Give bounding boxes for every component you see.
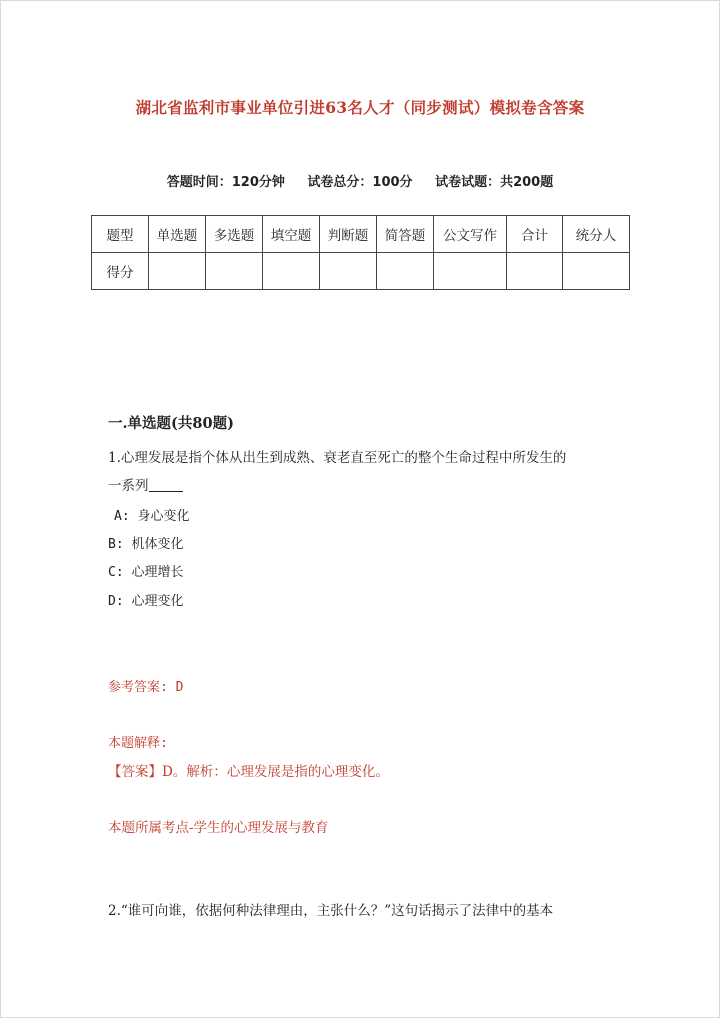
topic-text: 本题所属考点-学生的心理发展与教育 [108, 820, 329, 836]
score-table-header: 多选题 [206, 216, 263, 253]
score-table-header: 公文写作 [434, 216, 507, 253]
score-table-header: 填空题 [263, 216, 320, 253]
score-table-header: 统分人 [563, 216, 630, 253]
exam-question-count: 试卷试题：共200题 [435, 175, 554, 190]
exam-total-score: 试卷总分：100分 [307, 175, 413, 190]
reference-answer: 参考答案: D [108, 680, 184, 695]
exam-time: 答题时间：120分钟 [166, 175, 285, 190]
question-1-line-1: 1.心理发展是指个体从出生到成熟、衰老直至死亡的整个生命过程中所发生的 [108, 450, 567, 466]
question-2-line-1: 2.“谁可向谁，依据何种法律理由，主张什么？”这句话揭示了法律中的基本 [108, 903, 554, 919]
score-cell [434, 253, 507, 290]
score-cell [507, 253, 563, 290]
exam-info [0, 171, 720, 190]
score-table-header: 简答题 [377, 216, 434, 253]
score-table-header: 单选题 [149, 216, 206, 253]
option-b: B: 机体变化 [108, 537, 184, 552]
score-table-header: 合计 [507, 216, 563, 253]
score-table-header-row [92, 216, 630, 253]
section-title: 一.单选题(共80题) [108, 415, 234, 432]
answer-blank [149, 477, 183, 492]
question-1-line-2-wrap [108, 472, 613, 500]
explanation-text: 【答案】D。解析：心理发展是指的心理变化。 [108, 764, 389, 780]
score-cell [563, 253, 630, 290]
question-1-stem [108, 444, 613, 500]
question-1-line-2: 一系列 [108, 478, 149, 494]
explanation-label: 本题解释: [108, 736, 168, 751]
score-table-header: 题型 [92, 216, 149, 253]
score-cell [263, 253, 320, 290]
score-cell [149, 253, 206, 290]
option-c: C: 心理增长 [108, 565, 184, 580]
score-table [91, 215, 630, 290]
score-row-label: 得分 [92, 253, 149, 290]
document-title: 湖北省监利市事业单位引进63名人才（同步测试）模拟卷含答案 [135, 98, 585, 117]
option-a: A: 身心变化 [114, 509, 190, 524]
score-table-header: 判断题 [320, 216, 377, 253]
score-cell [377, 253, 434, 290]
option-d: D: 心理变化 [108, 594, 184, 609]
score-cell [320, 253, 377, 290]
score-cell [206, 253, 263, 290]
score-table-score-row [92, 253, 630, 290]
